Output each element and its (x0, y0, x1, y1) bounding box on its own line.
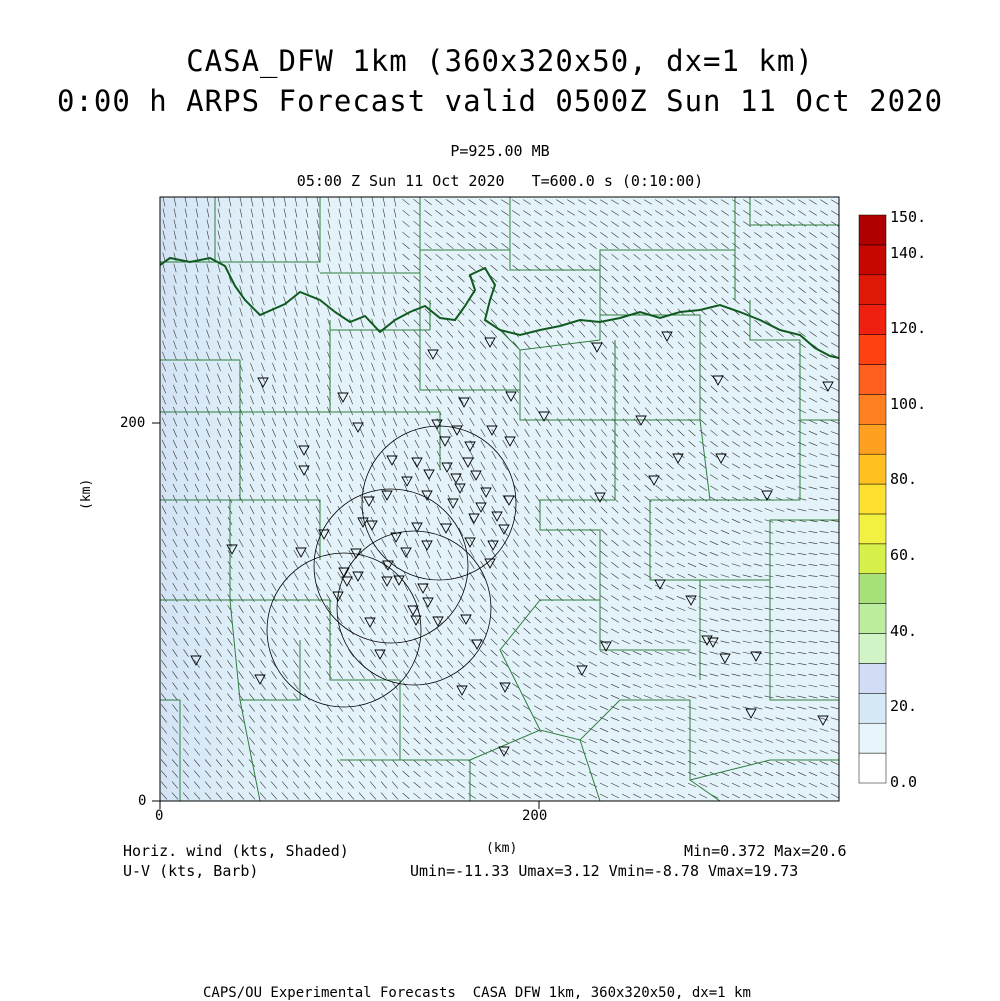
colorbar-bin (859, 424, 886, 454)
footer-credit: CAPS/OU Experimental Forecasts CASA DFW 1km, 360x320x50, dx=1 km (203, 985, 751, 1001)
y-tick-200: 200 (120, 415, 146, 431)
y-axis-label: (km) (79, 478, 94, 510)
colorbar-bin (859, 394, 886, 424)
map-area (152, 197, 840, 809)
colorbar-bin (859, 663, 886, 693)
y-tick-0: 0 (138, 793, 147, 809)
x-tick-0: 0 (155, 808, 164, 824)
colorbar-label: 60. (890, 546, 918, 564)
colorbar-bin (859, 753, 886, 783)
wind-shading (160, 197, 360, 801)
colorbar-label: 20. (890, 697, 918, 715)
colorbar-label: 140. (890, 244, 927, 262)
title-line2: 0:00 h ARPS Forecast valid 0500Z Sun 11 Oct 2020 (56, 84, 944, 118)
title-line1: CASA_DFW 1km (360x320x50, dx=1 km) (186, 44, 814, 78)
colorbar-label: 100. (890, 395, 927, 413)
colorbar-bin (859, 544, 886, 574)
colorbar-bin (859, 693, 886, 723)
colorbar-label: 150. (890, 208, 927, 226)
colorbar-bin (859, 514, 886, 544)
colorbar-bin (859, 634, 886, 664)
legend-uv-range: Umin=-11.33 Umax=3.12 Vmin=-8.78 Vmax=19.73 (410, 862, 799, 880)
colorbar-label: 80. (890, 470, 918, 488)
colorbar-bin (859, 305, 886, 335)
colorbar-bin (859, 245, 886, 275)
colorbar-bin (859, 364, 886, 394)
colorbar-bin (859, 215, 886, 245)
colorbar-bin (859, 335, 886, 365)
colorbar-label: 0.0 (890, 773, 918, 791)
legend-shaded-field: Horiz. wind (kts, Shaded) (123, 842, 349, 860)
colorbar-bin (859, 454, 886, 484)
x-axis-label: (km) (486, 841, 518, 856)
legend-min-max: Min=0.372 Max=20.6 (684, 842, 847, 860)
colorbar-label: 120. (890, 319, 927, 337)
colorbar (859, 215, 886, 783)
legend-barb-field: U-V (kts, Barb) (123, 862, 259, 880)
colorbar-bin (859, 574, 886, 604)
colorbar-label: 40. (890, 622, 918, 640)
colorbar-bin (859, 604, 886, 634)
colorbar-bin (859, 484, 886, 514)
colorbar-bin (859, 723, 886, 753)
colorbar-bin (859, 275, 886, 305)
valid-time: 05:00 Z Sun 11 Oct 2020 T=600.0 s (0:10:00) (296, 172, 704, 190)
x-tick-200: 200 (522, 808, 548, 824)
pressure-level: P=925.00 MB (450, 142, 550, 160)
